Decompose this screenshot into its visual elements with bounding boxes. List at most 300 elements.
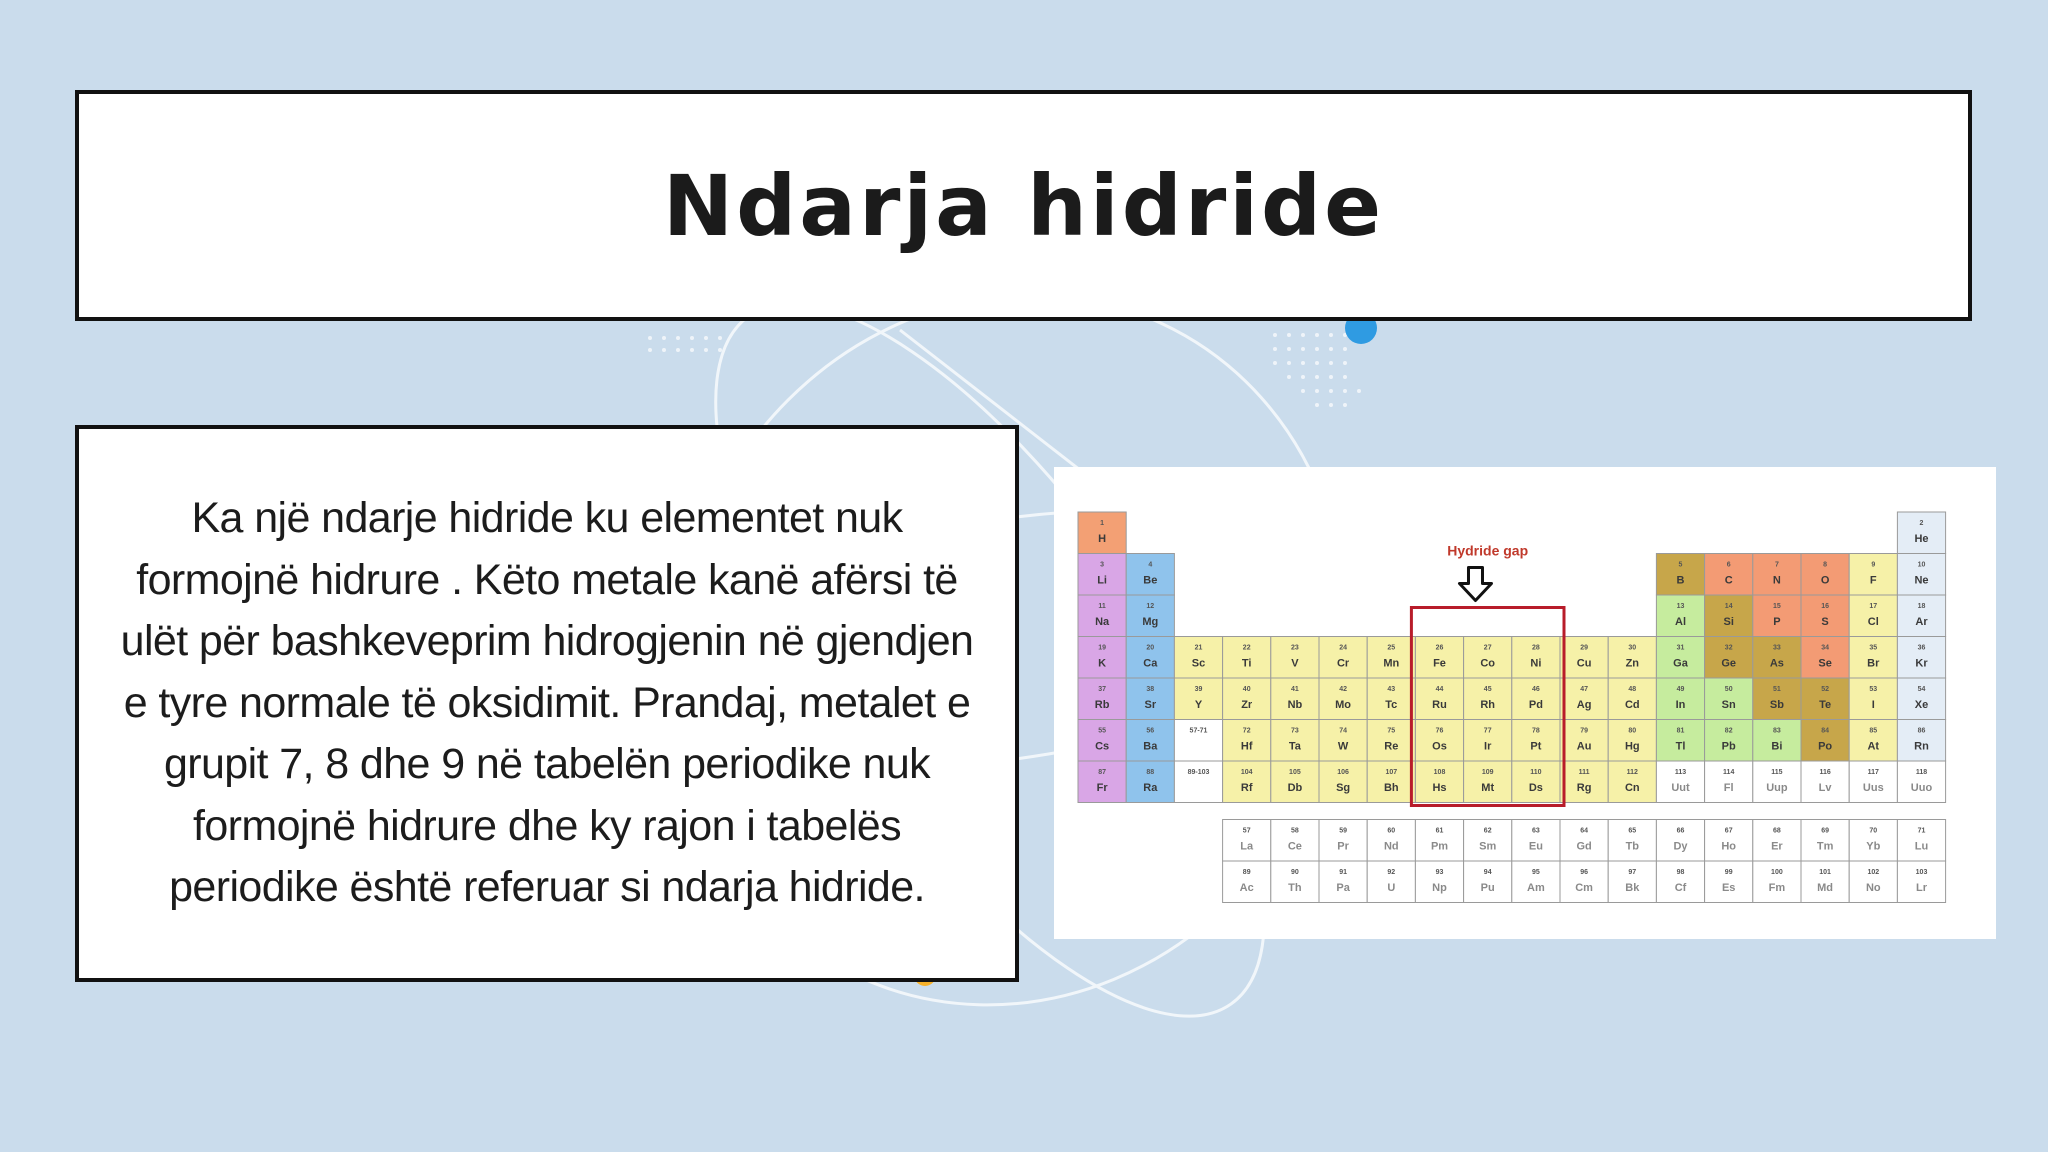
element-cell: [1415, 637, 1463, 679]
element-cell: [1656, 861, 1704, 903]
element-number: 86: [1917, 727, 1926, 735]
element-cell: [1415, 861, 1463, 903]
element-symbol: Md: [1817, 882, 1834, 894]
element-symbol: Db: [1287, 782, 1303, 794]
element-number: 13: [1676, 603, 1685, 610]
element-symbol: La: [1240, 840, 1254, 853]
element-cell: [1849, 761, 1897, 803]
element-symbol: Bi: [1771, 740, 1783, 753]
element-cell: [1656, 820, 1704, 862]
element-number: 63: [1532, 827, 1540, 835]
element-cell: [1271, 637, 1319, 679]
element-number: 14: [1724, 603, 1733, 610]
element-number: 44: [1435, 686, 1444, 693]
element-symbol: Sr: [1144, 699, 1157, 711]
periodic-table-figure: [1054, 467, 1996, 939]
element-number: 74: [1339, 727, 1347, 735]
element-cell: [1367, 861, 1415, 903]
element-number: 89: [1242, 869, 1251, 876]
element-number: 24: [1339, 644, 1347, 652]
element-symbol: Tb: [1625, 840, 1640, 853]
element-number: 69: [1821, 827, 1829, 835]
element-cell: [1126, 678, 1174, 720]
element-number: 61: [1435, 827, 1444, 835]
element-number: 80: [1628, 727, 1637, 735]
element-number: 40: [1242, 686, 1251, 693]
element-symbol: Gd: [1576, 840, 1592, 853]
element-symbol: Fm: [1768, 882, 1786, 894]
element-cell: [1897, 820, 1945, 862]
element-number: 2: [1919, 520, 1924, 527]
hydride-gap-label: Hydride gap: [1447, 542, 1529, 559]
element-number: 34: [1821, 644, 1829, 652]
element-symbol: Fe: [1433, 657, 1446, 670]
element-number: 25: [1387, 644, 1396, 652]
element-number: 35: [1869, 644, 1878, 652]
element-number: 57-71: [1189, 727, 1208, 735]
element-symbol: Bh: [1383, 782, 1399, 794]
element-cell: [1608, 720, 1656, 762]
element-symbol: Po: [1818, 740, 1833, 753]
element-cell: [1464, 761, 1512, 803]
element-symbol: Bk: [1625, 882, 1640, 894]
element-number: 89-103: [1187, 769, 1210, 776]
element-cell: [1801, 820, 1849, 862]
element-cell: [1319, 720, 1367, 762]
element-symbol: Sg: [1336, 782, 1351, 794]
element-symbol: Ra: [1143, 782, 1158, 794]
element-symbol: Na: [1095, 616, 1110, 628]
element-symbol: Tc: [1385, 699, 1398, 711]
element-number: 118: [1915, 769, 1928, 776]
element-cell: [1512, 637, 1560, 679]
element-symbol: Rg: [1576, 782, 1592, 794]
element-cell: [1271, 820, 1319, 862]
element-number: 82: [1724, 727, 1733, 735]
element-cell: [1801, 720, 1849, 762]
element-cell: [1367, 720, 1415, 762]
element-number: 100: [1771, 869, 1783, 876]
element-number: 71: [1917, 827, 1926, 835]
element-cell: [1512, 761, 1560, 803]
element-number: 83: [1773, 727, 1781, 735]
element-number: 26: [1435, 644, 1444, 652]
element-cell: [1897, 637, 1945, 679]
element-number: 109: [1481, 769, 1494, 776]
element-number: 32: [1724, 644, 1733, 652]
element-number: 105: [1289, 769, 1301, 776]
element-number: 112: [1626, 769, 1638, 776]
element-number: 67: [1724, 827, 1733, 835]
element-symbol: N: [1772, 574, 1781, 587]
element-cell: [1656, 554, 1704, 596]
element-number: 37: [1098, 686, 1106, 693]
element-number: 47: [1580, 686, 1588, 693]
element-cell: [1849, 637, 1897, 679]
element-number: 108: [1433, 769, 1446, 776]
element-number: 17: [1869, 603, 1878, 610]
element-number: 57: [1242, 827, 1251, 835]
element-cell: [1849, 861, 1897, 903]
element-number: 3: [1100, 561, 1105, 569]
element-symbol: Ti: [1241, 657, 1252, 670]
element-cell: [1656, 637, 1704, 679]
element-cell: [1753, 678, 1801, 720]
element-number: 79: [1580, 727, 1588, 735]
element-cell: [1512, 720, 1560, 762]
element-symbol: Xe: [1914, 699, 1929, 711]
element-number: 99: [1724, 869, 1733, 876]
element-cell: [1753, 720, 1801, 762]
element-cell: [1753, 861, 1801, 903]
title-box: [75, 90, 1972, 321]
element-cell: [1608, 678, 1656, 720]
element-cell: [1271, 761, 1319, 803]
element-number: 53: [1869, 686, 1878, 693]
element-cell: [1367, 761, 1415, 803]
element-number: 62: [1483, 827, 1492, 835]
element-symbol: Pa: [1336, 882, 1350, 894]
element-cell: [1223, 720, 1271, 762]
element-number: 12: [1146, 603, 1155, 610]
element-cell: [1464, 861, 1512, 903]
element-cell: [1415, 678, 1463, 720]
element-number: 102: [1867, 869, 1880, 876]
element-cell: [1415, 761, 1463, 803]
element-symbol: Mn: [1383, 657, 1400, 670]
element-symbol: Ga: [1673, 657, 1688, 670]
element-number: 66: [1676, 827, 1685, 835]
element-number: 48: [1628, 686, 1637, 693]
element-symbol: Sc: [1191, 657, 1206, 670]
element-symbol: Pb: [1721, 740, 1736, 753]
element-symbol: S: [1821, 616, 1829, 628]
text-box: [75, 425, 1019, 982]
element-number: 36: [1917, 644, 1926, 652]
element-number: 103: [1915, 869, 1928, 876]
element-cell: [1705, 678, 1753, 720]
element-symbol: Sn: [1721, 699, 1736, 711]
element-number: 4: [1148, 561, 1153, 569]
element-number: 58: [1291, 827, 1299, 835]
element-symbol: Uut: [1671, 782, 1690, 794]
element-number: 1: [1100, 520, 1105, 527]
element-cell: [1608, 820, 1656, 862]
element-symbol: Dy: [1673, 840, 1688, 853]
element-symbol: At: [1867, 740, 1880, 753]
element-number: 46: [1532, 686, 1540, 693]
element-symbol: Yb: [1866, 840, 1881, 853]
element-number: 81: [1676, 727, 1685, 735]
element-cell: [1560, 761, 1608, 803]
element-symbol: Au: [1576, 740, 1592, 753]
element-number: 11: [1098, 603, 1106, 610]
element-symbol: Hs: [1432, 782, 1447, 794]
element-cell: [1078, 720, 1126, 762]
element-symbol: Hg: [1624, 740, 1640, 753]
element-cell: [1801, 554, 1849, 596]
element-cell: [1560, 820, 1608, 862]
element-symbol: He: [1914, 533, 1929, 545]
element-cell: [1367, 678, 1415, 720]
element-cell: [1126, 554, 1174, 596]
element-symbol: Mt: [1481, 782, 1495, 794]
element-symbol: No: [1865, 882, 1881, 894]
element-cell: [1415, 720, 1463, 762]
element-symbol: Fr: [1096, 782, 1108, 794]
element-symbol: Lv: [1818, 782, 1832, 794]
element-cell: [1753, 554, 1801, 596]
element-number: 54: [1917, 686, 1926, 693]
element-symbol: Al: [1675, 616, 1686, 628]
element-number: 42: [1339, 686, 1347, 693]
element-symbol: Sb: [1769, 699, 1784, 711]
element-cell: [1271, 678, 1319, 720]
element-symbol: Pt: [1530, 740, 1542, 753]
element-cell: [1705, 861, 1753, 903]
periodic-table-image: [1054, 467, 1996, 939]
element-symbol: Uus: [1862, 782, 1884, 794]
element-cell: [1319, 678, 1367, 720]
element-number: 115: [1771, 769, 1783, 776]
element-number: 101: [1819, 869, 1831, 876]
element-cell: [1897, 720, 1945, 762]
element-number: 28: [1532, 644, 1540, 652]
element-cell: [1705, 761, 1753, 803]
element-number: 9: [1871, 561, 1876, 569]
element-number: 116: [1819, 769, 1831, 776]
element-number: 19: [1098, 644, 1106, 652]
element-number: 51: [1773, 686, 1781, 693]
element-symbol: Am: [1527, 882, 1545, 894]
element-number: 50: [1724, 686, 1733, 693]
element-number: 88: [1146, 769, 1155, 776]
element-symbol: Ge: [1721, 657, 1737, 670]
element-number: 114: [1723, 769, 1735, 776]
element-symbol: Cu: [1576, 657, 1592, 670]
element-symbol: K: [1098, 657, 1107, 670]
element-number: 68: [1773, 827, 1781, 835]
element-cell: [1849, 820, 1897, 862]
element-symbol: Se: [1818, 657, 1832, 670]
element-cell: [1849, 678, 1897, 720]
element-number: 110: [1530, 769, 1542, 776]
element-symbol: O: [1820, 574, 1830, 587]
element-cell: [1705, 637, 1753, 679]
element-symbol: In: [1675, 699, 1686, 711]
element-symbol: Nb: [1287, 699, 1303, 711]
element-number: 39: [1194, 686, 1203, 693]
element-symbol: U: [1387, 882, 1396, 894]
element-number: 106: [1337, 769, 1349, 776]
element-symbol: Co: [1480, 657, 1496, 670]
element-cell: [1753, 637, 1801, 679]
element-cell: [1608, 637, 1656, 679]
element-symbol: Ta: [1288, 740, 1301, 753]
element-symbol: Nd: [1383, 840, 1399, 853]
element-number: 6: [1726, 561, 1731, 569]
element-symbol: Eu: [1528, 840, 1543, 853]
element-symbol: Pd: [1528, 699, 1543, 711]
element-symbol: Ca: [1143, 657, 1158, 670]
body-paragraph: Ka një ndarje hidride ku elementet nuk formojnë hidrure . Këto metale kanë afërsi të ulët për bashkeveprim hidrogjenin në gjendjen e tyre normale të oksidimit. Prandaj, metalet e grupit 7, 8 dhe 9 në tabelën periodike nuk formojnë hidrure dhe ky rajon i tabelës periodike është referuar si ndarja hidride.: [120, 494, 974, 912]
element-cell: [1174, 678, 1222, 720]
element-symbol: Ru: [1432, 699, 1447, 711]
element-number: 96: [1580, 869, 1588, 876]
element-symbol: Es: [1721, 882, 1736, 894]
element-number: 33: [1773, 644, 1781, 652]
element-number: 97: [1628, 869, 1637, 876]
element-cell: [1753, 595, 1801, 637]
element-symbol: Ni: [1530, 657, 1542, 670]
element-symbol: Ne: [1914, 574, 1929, 587]
element-number: 64: [1580, 827, 1588, 835]
element-number: 7: [1774, 561, 1779, 569]
element-number: 94: [1483, 869, 1492, 876]
element-number: 43: [1387, 686, 1396, 693]
element-symbol: F: [1869, 574, 1877, 587]
element-cell: [1897, 678, 1945, 720]
element-number: 117: [1867, 769, 1879, 776]
element-symbol: I: [1871, 699, 1875, 711]
element-number: 5: [1678, 561, 1683, 569]
element-symbol: Kr: [1915, 657, 1928, 670]
element-symbol: Cl: [1867, 616, 1879, 628]
element-symbol: Ce: [1287, 840, 1302, 853]
element-symbol: C: [1724, 574, 1733, 587]
element-number: 16: [1821, 603, 1829, 610]
element-cell: [1897, 595, 1945, 637]
element-cell: [1512, 861, 1560, 903]
element-cell: [1897, 861, 1945, 903]
element-symbol: Uuo: [1910, 782, 1933, 794]
element-cell: [1849, 554, 1897, 596]
element-number: 107: [1385, 769, 1398, 776]
element-symbol: Fl: [1723, 782, 1734, 794]
element-symbol: Os: [1432, 740, 1447, 753]
element-cell: [1078, 512, 1126, 554]
element-number: 29: [1580, 644, 1588, 652]
element-symbol: Li: [1097, 574, 1107, 587]
element-cell: [1223, 820, 1271, 862]
element-cell: [1656, 720, 1704, 762]
element-symbol: As: [1769, 657, 1784, 670]
element-cell: [1849, 720, 1897, 762]
element-number: 78: [1532, 727, 1540, 735]
element-symbol: Uup: [1766, 782, 1788, 794]
element-cell: [1367, 637, 1415, 679]
element-symbol: Lr: [1916, 882, 1927, 894]
element-cell: [1753, 761, 1801, 803]
element-symbol: Be: [1143, 574, 1158, 587]
element-symbol: W: [1337, 740, 1349, 753]
element-number: 92: [1387, 869, 1396, 876]
element-number: 22: [1242, 644, 1251, 652]
element-number: 98: [1676, 869, 1685, 876]
element-number: 65: [1628, 827, 1637, 835]
element-cell: [1560, 861, 1608, 903]
element-symbol: Cd: [1624, 699, 1640, 711]
element-symbol: Rf: [1240, 782, 1253, 794]
element-cell: [1319, 637, 1367, 679]
element-symbol: Np: [1432, 882, 1447, 894]
element-number: 95: [1532, 869, 1540, 876]
element-cell: [1801, 678, 1849, 720]
element-symbol: Rb: [1094, 699, 1110, 711]
element-cell: [1174, 720, 1222, 762]
element-cell: [1608, 761, 1656, 803]
element-number: 91: [1339, 869, 1347, 876]
element-cell: [1512, 820, 1560, 862]
element-cell: [1560, 637, 1608, 679]
element-number: 60: [1387, 827, 1396, 835]
element-number: 31: [1676, 644, 1685, 652]
element-cell: [1319, 761, 1367, 803]
element-symbol: Ba: [1143, 740, 1158, 753]
element-cell: [1464, 720, 1512, 762]
element-symbol: Ho: [1721, 840, 1737, 853]
element-symbol: Pu: [1480, 882, 1495, 894]
element-number: 20: [1146, 644, 1155, 652]
element-cell: [1560, 678, 1608, 720]
element-symbol: Cs: [1095, 740, 1110, 753]
element-cell: [1415, 820, 1463, 862]
element-symbol: Pm: [1430, 840, 1449, 853]
element-cell: [1126, 637, 1174, 679]
element-number: 84: [1821, 727, 1829, 735]
element-number: 87: [1098, 769, 1106, 776]
element-cell: [1223, 861, 1271, 903]
element-number: 21: [1194, 644, 1203, 652]
element-cell: [1464, 678, 1512, 720]
element-number: 75: [1387, 727, 1396, 735]
element-number: 93: [1435, 869, 1444, 876]
element-symbol: Si: [1723, 616, 1734, 628]
element-symbol: Cf: [1674, 882, 1687, 894]
element-cell: [1705, 595, 1753, 637]
element-symbol: Cn: [1624, 782, 1640, 794]
down-arrow-icon: [1459, 568, 1491, 601]
element-cell: [1126, 761, 1174, 803]
element-cell: [1897, 761, 1945, 803]
element-cell: [1078, 761, 1126, 803]
element-symbol: Zn: [1625, 657, 1640, 670]
element-cell: [1319, 820, 1367, 862]
element-number: 55: [1098, 727, 1106, 735]
element-symbol: Lu: [1914, 840, 1929, 853]
element-cell: [1126, 595, 1174, 637]
element-symbol: Rn: [1914, 740, 1929, 753]
slide-title: Ndarja hidride: [662, 156, 1385, 255]
element-symbol: Ds: [1528, 782, 1543, 794]
element-cell: [1223, 637, 1271, 679]
element-cell: [1897, 512, 1945, 554]
element-number: 90: [1291, 869, 1299, 876]
element-number: 10: [1917, 561, 1926, 569]
element-symbol: Re: [1384, 740, 1399, 753]
element-cell: [1801, 761, 1849, 803]
element-cell: [1078, 554, 1126, 596]
element-cell: [1608, 861, 1656, 903]
element-number: 45: [1483, 686, 1492, 693]
element-symbol: Cm: [1575, 882, 1593, 894]
element-number: 49: [1676, 686, 1685, 693]
element-number: 30: [1628, 644, 1637, 652]
element-symbol: Y: [1194, 699, 1203, 711]
element-symbol: Br: [1867, 657, 1880, 670]
element-symbol: Zr: [1241, 699, 1253, 711]
element-number: 104: [1240, 769, 1253, 776]
